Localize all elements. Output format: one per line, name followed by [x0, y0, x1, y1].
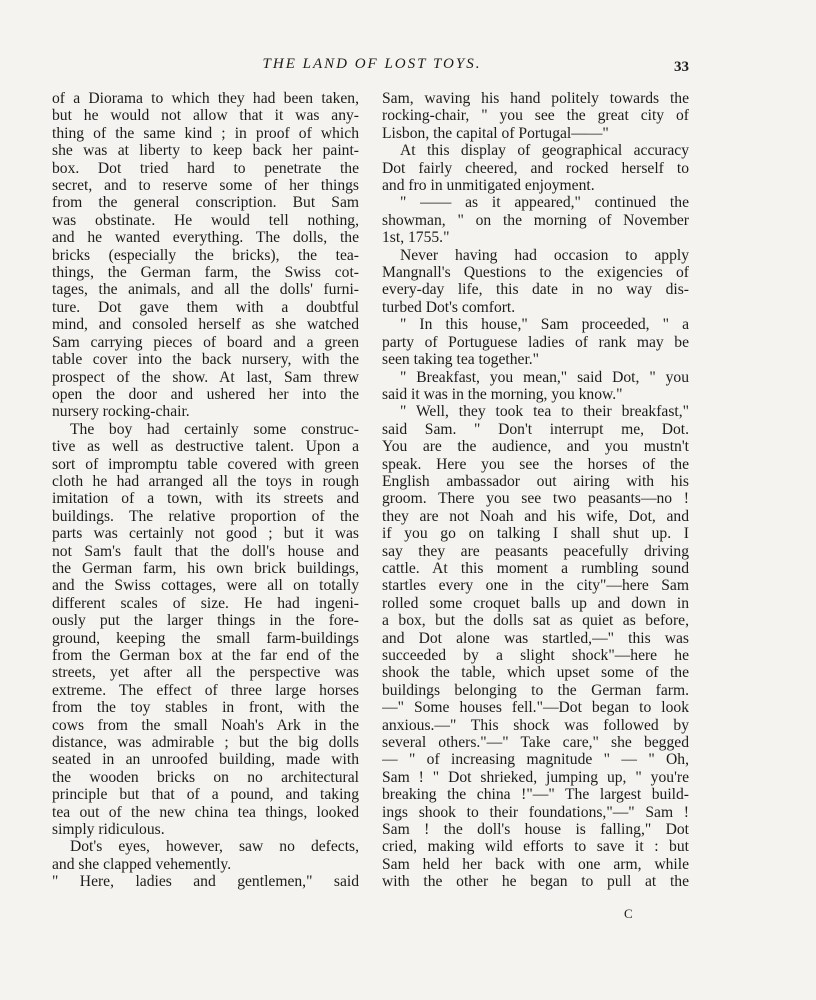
text-line: thing of the same kind ; in proof of which [52, 124, 359, 142]
text-line: said Sam. " Don't interrupt me, Dot. [382, 420, 689, 438]
text-line: At this display of geographical accuracy [400, 142, 689, 160]
text-line: every-day life, this date in no way dis- [382, 281, 689, 299]
text-line: the German farm, his own brick buildings, [52, 559, 359, 577]
text-line: from the general conscription. But Sam [52, 194, 359, 212]
text-line: startles every one in the city"—here Sam [382, 577, 689, 595]
text-line: ings shook to their foundations,"—" Sam ! [382, 803, 689, 821]
text-line: shook the table, which upset some of the [382, 664, 689, 682]
text-line: table cover into the back nursery, with the [52, 351, 359, 369]
text-line: imitation of a town, with its streets and [52, 490, 359, 508]
text-line: buildings belonging to the German farm. [382, 681, 689, 699]
text-line: Sam held her back with one arm, while [382, 855, 689, 873]
text-line: " Breakfast, you mean," said Dot, " you [400, 368, 689, 386]
text-line: streets, yet after all the perspective was [52, 664, 359, 682]
text-line: cried, making wild efforts to save it : but [382, 838, 689, 856]
text-line: succeeded by a slight shock"—here he [382, 647, 689, 664]
text-line: Dot fairly cheered, and rocked herself to [382, 159, 689, 177]
text-line: breaking the china !"—" The largest build- [382, 786, 689, 804]
text-line: cattle. At this moment a rumbling sound [382, 559, 689, 577]
text-line: " Well, they took tea to their breakfast," [400, 403, 689, 421]
text-line: rolled some croquet balls up and down in [382, 594, 689, 612]
text-line: was obstinate. He would tell nothing, [52, 211, 359, 229]
page-number: 33 [674, 59, 689, 75]
text-line: tea out of the new china tea things, looked [52, 803, 359, 821]
text-line: seated in an unroofed building, made with [52, 751, 359, 769]
text-line: anxious.—" This shock was followed by [382, 716, 689, 734]
text-line: and she clapped vehemently. [52, 855, 232, 873]
text-line: Sam ! the doll's house is falling," Dot [382, 821, 689, 839]
text-line: Sam ! " Dot shrieked, jumping up, " you're [382, 768, 689, 786]
text-line: party of Portuguese ladies of rank may be [382, 333, 689, 351]
text-line: showman, " on the morning of November [382, 211, 689, 229]
text-line: tive as well as destructive talent. Upon a [52, 438, 359, 456]
text-line: say they are peasants peacefully driving [382, 542, 689, 560]
text-line: box. Dot tried hard to penetrate the [52, 159, 359, 177]
text-line: she was at liberty to keep back her paint- [52, 142, 359, 160]
text-line: ously put the larger things in the fore- [52, 612, 359, 630]
text-line: and the Swiss cottages, were all on totally [52, 577, 359, 595]
text-line: open the door and ushered her into the [52, 385, 359, 403]
text-line: 1st, 1755." [382, 229, 450, 247]
text-line: English ambassador out airing with his [382, 472, 689, 490]
text-line: of a Diorama to which they had been taken, [52, 90, 359, 107]
text-line: bricks (especially the bricks), the tea- [52, 246, 359, 264]
text-line: cows from the small Noah's Ark in the [52, 716, 359, 734]
text-line: tages, the animals, and all the dolls' furni- [52, 281, 359, 299]
text-line: You are the audience, and you mustn't [382, 438, 689, 456]
text-line: buildings. The relative proportion of the [52, 507, 359, 525]
text-line: The boy had certainly some construc- [70, 420, 359, 438]
text-line: speak. Here you see the horses of the [382, 455, 689, 473]
text-line: extreme. The effect of three large horses [52, 681, 359, 699]
text-line: with the other he began to pull at the [382, 873, 689, 891]
left-column [52, 90, 359, 891]
signature-mark: C [624, 906, 633, 921]
text-line: and Dot alone was startled,—" this was [382, 629, 689, 647]
text-line: not Sam's fault that the doll's house and [52, 542, 359, 560]
text-line: they are not Noah and his wife, Dot, and [382, 507, 689, 525]
right-column [382, 90, 689, 891]
text-line: mind, and consoled herself as she watched [52, 316, 359, 334]
text-line: ground, keeping the small farm-buildings [52, 629, 359, 647]
text-line: and he wanted everything. The dolls, the [52, 229, 359, 247]
text-line: a box, but the dolls sat as quiet as before, [382, 612, 689, 630]
text-line: the wooden bricks on no architectural [52, 768, 359, 786]
text-line: Never having had occasion to apply [400, 246, 689, 264]
text-line: Sam, waving his hand politely towards the [382, 90, 689, 107]
text-line: seen taking tea together." [382, 351, 540, 369]
text-line: " —— as it appeared," continued the [400, 194, 689, 212]
text-line: and fro in unmitigated enjoyment. [382, 177, 595, 195]
text-line: Sam carrying pieces of board and a green [52, 333, 359, 351]
running-header: THE LAND OF LOST TOYS. [262, 56, 482, 72]
text-line: Mangnall's Questions to the exigencies of [382, 264, 689, 282]
text-line: — " of increasing magnitude " — " Oh, [382, 751, 689, 769]
text-line: said it was in the morning, you know." [382, 385, 623, 403]
text-line: things, the German farm, the Swiss cot- [52, 264, 359, 282]
text-line: groom. There you see two peasants—no ! [382, 490, 689, 508]
text-line: but he would not allow that it was any- [52, 107, 359, 125]
text-line: simply ridiculous. [52, 821, 165, 839]
text-line: ture. Dot gave them with a doubtful [52, 298, 359, 316]
text-line: sort of impromptu table covered with green [52, 455, 359, 473]
text-line: prospect of the show. At last, Sam threw [52, 368, 359, 386]
text-line: nursery rocking-chair. [52, 403, 190, 421]
text-line: secret, and to reserve some of her things [52, 177, 359, 195]
text-line: from the toy stables in front, with the [52, 699, 359, 717]
text-line: different scales of size. He had ingeni- [52, 594, 359, 612]
text-line: several others."—" Take care," she begged [382, 734, 689, 752]
text-line: from the German box at the far end of the [52, 647, 359, 664]
text-line: " Here, ladies and gentlemen," said [52, 873, 359, 891]
text-line: if you go on talking I shall shut up. I [382, 525, 689, 543]
text-line: principle but that of a pound, and taking [52, 786, 359, 804]
text-line: Lisbon, the capital of Portugal——" [382, 124, 609, 142]
text-line: cloth he had arranged all the toys in rough [52, 472, 359, 490]
text-line: " In this house," Sam proceeded, " a [400, 316, 689, 334]
text-line: rocking-chair, " you see the great city of [382, 107, 689, 125]
text-line: distance, was admirable ; but the big dolls [52, 734, 359, 752]
text-line: parts was certainly not good ; but it was [52, 525, 359, 543]
text-line: —" Some houses fell."—Dot began to look [382, 699, 689, 717]
text-line: turbed Dot's comfort. [382, 298, 516, 316]
text-line: Dot's eyes, however, saw no defects, [70, 838, 359, 856]
